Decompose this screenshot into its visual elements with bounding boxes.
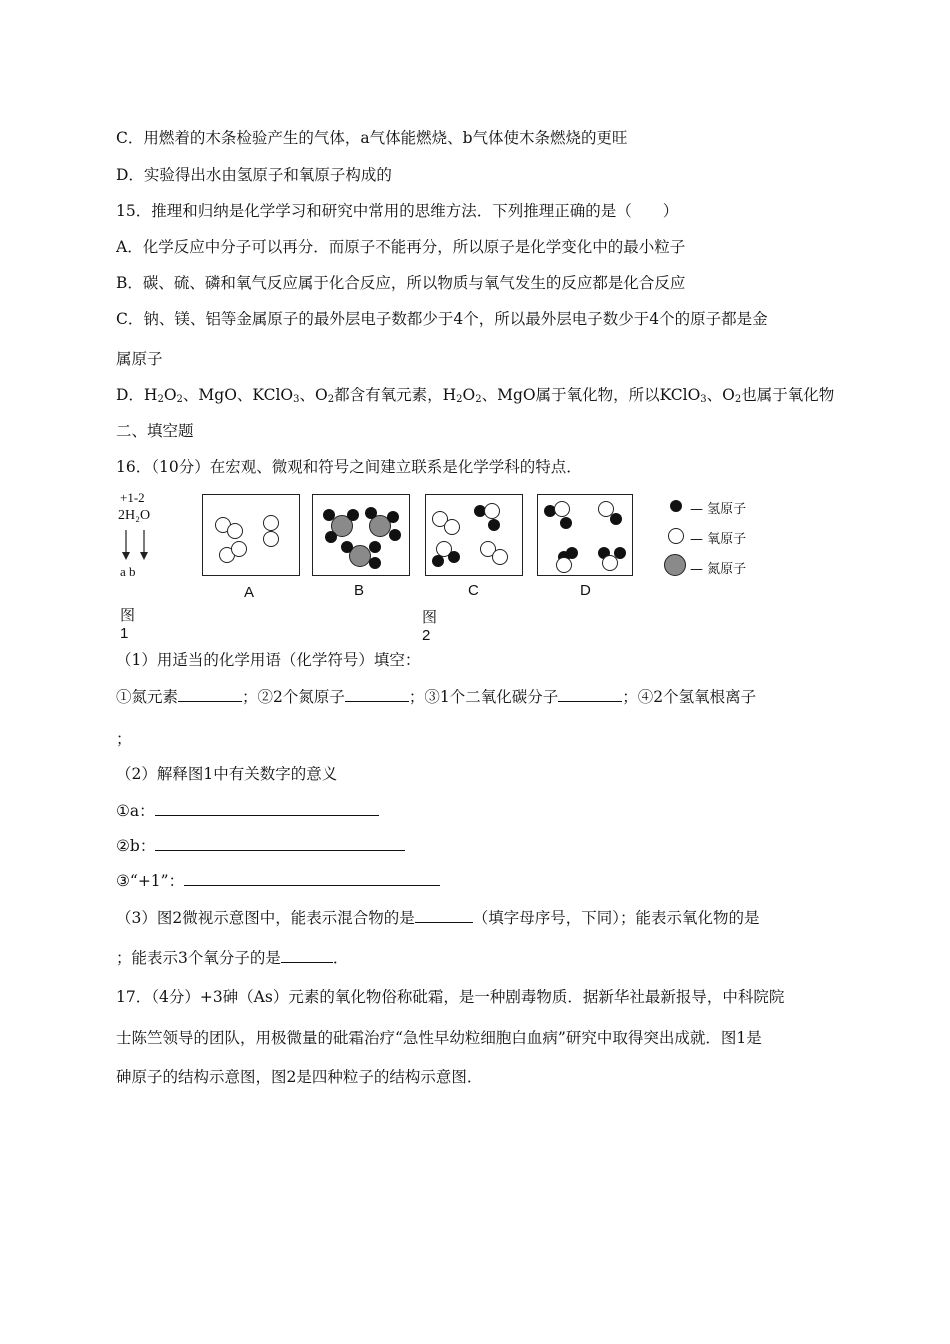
oxygen-atom bbox=[556, 557, 572, 573]
hydrogen-atom bbox=[341, 541, 353, 553]
fig1-charges: +1-2 bbox=[120, 490, 145, 505]
question-16-part1: （1）用适当的化学用语（化学符号）填空： bbox=[116, 651, 421, 669]
answer-blank[interactable] bbox=[558, 687, 622, 702]
hydrogen-atom bbox=[448, 551, 460, 563]
hydrogen-atom bbox=[566, 547, 578, 559]
box-d-label: D bbox=[580, 582, 591, 599]
legend-nitrogen-label: — 氮原子 bbox=[690, 562, 747, 577]
answer-blank[interactable] bbox=[184, 871, 440, 886]
option-15b: B．碳、硫、磷和氧气反应属于化合反应，所以物质与氧气发生的反应都是化合反应 bbox=[116, 274, 686, 292]
question-17-line2: 士陈竺领导的团队，用极微量的砒霜治疗“急性早幼粒细胞白血病”研究中取得突出成就．图1是 bbox=[116, 1029, 762, 1047]
hydrogen-atom bbox=[323, 509, 335, 521]
hydrogen-atom bbox=[614, 547, 626, 559]
hydrogen-atom bbox=[488, 519, 500, 531]
box-a-label: A bbox=[244, 584, 255, 601]
legend-hydrogen-icon bbox=[670, 500, 682, 512]
hydrogen-atom bbox=[347, 509, 359, 521]
question-16-part2c: ③“+1”： bbox=[116, 871, 440, 891]
hydrogen-atom bbox=[325, 531, 337, 543]
box-c bbox=[425, 494, 523, 576]
option-15d: D．$H_2O_2$、MgO、KClO$_3$、$O_2$都含有氧元素，$H_2O_2$、MgO属于氧化物，所以KClO$_3$、$O_2$也属于氧化物 bbox=[116, 386, 835, 405]
answer-blank[interactable] bbox=[155, 801, 379, 816]
oxygen-atom bbox=[444, 519, 460, 535]
option-15c-line2: 属原子 bbox=[116, 350, 163, 368]
oxygen-atom bbox=[227, 523, 243, 539]
question-16: 16．（10分）在宏观、微观和符号之间建立联系是化学学科的特点． bbox=[116, 458, 582, 476]
hydrogen-atom bbox=[432, 555, 444, 567]
answer-blank[interactable] bbox=[281, 948, 333, 963]
question-16-part3: （3）图2微视示意图中，能表示混合物的是 （填字母序号，下同）；能表示氧化物的是 bbox=[116, 909, 760, 927]
box-b bbox=[312, 494, 410, 576]
question-16-part2: （2）解释图1中有关数字的意义 bbox=[116, 765, 338, 783]
hydrogen-atom bbox=[560, 517, 572, 529]
hydrogen-atom bbox=[389, 529, 401, 541]
question-15: 15．推理和归纳是化学学习和研究中常用的思维方法．下列推理正确的是（ ） bbox=[116, 202, 679, 220]
legend-oxygen-icon bbox=[668, 528, 684, 544]
oxygen-atom bbox=[484, 503, 500, 519]
oxygen-atom bbox=[554, 501, 570, 517]
oxygen-atom bbox=[263, 515, 279, 531]
fig1-labels: a b bbox=[120, 564, 136, 579]
question-16-part1-end: ； bbox=[116, 730, 132, 748]
question-16-part2a: ①a： bbox=[116, 801, 379, 821]
box-c-label: C bbox=[468, 582, 479, 599]
section-heading: 二、填空题 bbox=[116, 422, 194, 440]
option-15c-line1: C．钠、镁、铝等金属原子的最外层电子数都少于4个，所以最外层电子数少于4个的原子都是金 bbox=[116, 310, 768, 328]
hydrogen-atom bbox=[387, 511, 399, 523]
box-b-label: B bbox=[354, 582, 365, 599]
box-d bbox=[537, 494, 633, 576]
question-16-part2b: ②b： bbox=[116, 836, 405, 856]
fig1-caption: 图1 bbox=[120, 607, 136, 642]
question-17-line1: 17．（4分）+3砷（As）元素的氧化物俗称砒霜，是一种剧毒物质．据新华社最新报导，中科院院 bbox=[116, 988, 785, 1006]
answer-blank[interactable] bbox=[155, 836, 405, 851]
answer-blank[interactable] bbox=[178, 687, 242, 702]
hydrogen-atom bbox=[610, 513, 622, 525]
legend-oxygen-label: — 氧原子 bbox=[690, 532, 747, 547]
hydrogen-atom bbox=[369, 557, 381, 569]
option-14d: D．实验得出水由氢原子和氧原子构成的 bbox=[116, 166, 392, 184]
fig1-arrows bbox=[118, 528, 158, 564]
oxygen-atom bbox=[492, 549, 508, 565]
legend-nitrogen-icon bbox=[664, 554, 686, 576]
fig2-caption: 图2 bbox=[422, 609, 438, 644]
legend-hydrogen-label: — 氢原子 bbox=[690, 502, 747, 517]
hydrogen-atom bbox=[365, 507, 377, 519]
oxygen-atom bbox=[263, 531, 279, 547]
oxygen-atom bbox=[231, 541, 247, 557]
hydrogen-atom bbox=[369, 541, 381, 553]
option-14c: C．用燃着的木条检验产生的气体，a气体能燃烧、b气体使木条燃烧的更旺 bbox=[116, 129, 628, 147]
option-15a: A．化学反应中分子可以再分．而原子不能再分，所以原子是化学变化中的最小粒子 bbox=[116, 238, 686, 256]
legend bbox=[662, 494, 782, 584]
box-a bbox=[202, 494, 300, 576]
answer-blank[interactable] bbox=[345, 687, 409, 702]
question-16-part3-end: ；能表示3个氧分子的是 ． bbox=[116, 949, 349, 967]
question-16-part1-blanks: ①氮元素 ；②2个氮原子 ；③1个二氧化碳分子 ；④2个氢氧根离子 bbox=[116, 688, 757, 706]
answer-blank[interactable] bbox=[415, 908, 473, 923]
fig1-formula: 2H₂O bbox=[118, 508, 151, 523]
question-17-line3: 砷原子的结构示意图，图2是四种粒子的结构示意图． bbox=[116, 1068, 483, 1086]
